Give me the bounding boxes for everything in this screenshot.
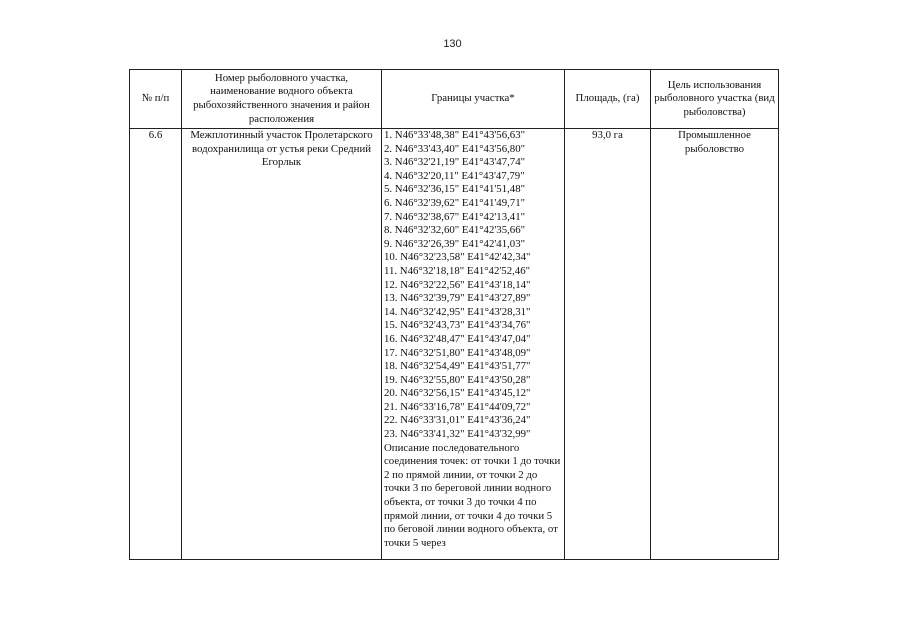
row-number: 6.6 — [130, 129, 182, 560]
coordinate-item: 17. N46°32'51,80" E41°43'48,09" — [384, 346, 531, 359]
boundary-description: Описание последовательного соединения точек: от точки 1 до точки 2 по прямой линии, от точки 2 до точки 3 по береговой линии водного объекта, от точки 3 до точки 4 по прямой линии, от точки 4 до точки 5 по беговой линии водного объекта, от точки 5 через — [384, 441, 561, 549]
coordinate-item: 23. N46°33'41,32" E41°43'32,99" — [384, 428, 531, 441]
row-area-size: 93,0 га — [565, 129, 651, 560]
header-area-size: Площадь, (га) — [565, 70, 651, 129]
coordinate-item: 4. N46°32'20,11" E41°43'47,79" — [384, 169, 525, 182]
coordinate-list — [384, 129, 562, 442]
coordinate-item: 21. N46°33'16,78" E41°44'09,72" — [384, 400, 531, 413]
coordinate-item: 15. N46°32'43,73" E41°43'34,76" — [384, 319, 531, 332]
coordinate-item: 11. N46°32'18,18" E41°42'52,46" — [384, 264, 531, 277]
coordinate-item: 10. N46°32'23,58" E41°42'42,34" — [384, 251, 531, 264]
row-purpose: Промышленное рыболовство — [651, 129, 779, 560]
coordinate-item: 16. N46°32'48,47" E41°43'47,04" — [384, 332, 531, 345]
row-boundaries — [382, 129, 565, 560]
coordinate-item: 19. N46°32'55,80" E41°43'50,28" — [384, 373, 531, 386]
row-area-name: Межплотинный участок Пролетарского водохранилища от устья реки Средний Егорлык — [182, 129, 382, 560]
coordinate-item: 2. N46°33'43,40" E41°43'56,80" — [384, 142, 526, 155]
page-number: 130 — [443, 38, 462, 50]
coordinate-item: 18. N46°32'54,49" E41°43'51,77" — [384, 360, 531, 373]
coordinate-item: 9. N46°32'26,39" E41°42'41,03" — [384, 237, 526, 250]
table-row — [130, 129, 779, 560]
coordinate-item: 20. N46°32'56,15" E41°43'45,12" — [384, 387, 531, 400]
coordinate-item: 3. N46°32'21,19" E41°43'47,74" — [384, 156, 526, 169]
header-number: № п/п — [130, 70, 182, 129]
coordinate-item: 22. N46°33'31,01" E41°43'36,24" — [384, 414, 531, 427]
coordinate-item: 8. N46°32'32,60" E41°42'35,66" — [384, 224, 526, 237]
coordinate-item: 6. N46°32'39,62" E41°41'49,71" — [384, 196, 526, 209]
header-area-name: Номер рыболовного участка, наименование водного объекта рыбохозяйственного значения и район расположения — [182, 70, 382, 129]
coordinate-item: 5. N46°32'36,15" E41°41'51,48" — [384, 183, 526, 196]
fishing-area-table — [129, 69, 779, 560]
coordinate-item: 1. N46°33'48,38" E41°43'56,63" — [384, 129, 526, 141]
header-boundaries: Границы участка* — [382, 70, 565, 129]
coordinate-item: 13. N46°32'39,79" E41°43'27,89" — [384, 292, 531, 305]
coordinate-item: 14. N46°32'42,95" E41°43'28,31" — [384, 305, 531, 318]
coordinate-item: 7. N46°32'38,67" E41°42'13,41" — [384, 210, 526, 223]
header-purpose: Цель использования рыболовного участка (вид рыболовства) — [651, 70, 779, 129]
table-header-row — [130, 70, 779, 129]
coordinate-item: 12. N46°32'22,56" E41°43'18,14" — [384, 278, 531, 291]
